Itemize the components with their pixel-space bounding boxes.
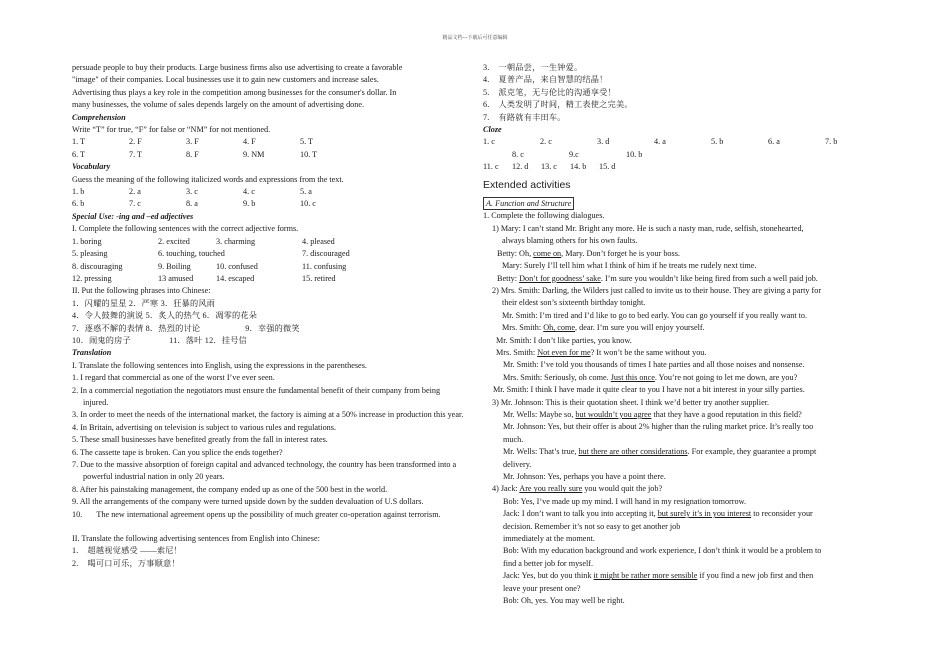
- dialogue-text: Mrs. Smith:: [496, 347, 538, 357]
- chinese-phrase-line: 1．闪耀的星星 2．严寒 3．狂暴的风雨: [72, 298, 216, 308]
- cloze-heading: Cloze: [483, 125, 502, 135]
- dialogue-line: their eldest son’s sixteenth birthday tonight.: [502, 298, 646, 308]
- answer-phrase: Are you really sure: [519, 484, 583, 494]
- dialogue-line: [483, 483, 883, 495]
- dialogue-line: [483, 273, 883, 285]
- dialogue-line: decision. Remember it’s not so easy to get another job: [503, 521, 681, 531]
- dialogue-line: [483, 409, 883, 421]
- dialogue-line: Bob: Yes, I’ve made up my mind. I will hand in my resignation tomorrow.: [503, 496, 747, 506]
- dialogue-line: Mary: Surely I’ll tell him what I think of him if he treats me rudely next time.: [502, 261, 757, 271]
- translation-item: 9. All the arrangements of the company were turned upside down by the sudden devaluation of U.S dollars.: [72, 497, 424, 507]
- dialogue-text: Betty:: [497, 273, 520, 283]
- dialogue-text: Mrs. Smith: Seriously, oh come.: [503, 372, 611, 382]
- answer: 4. a: [654, 137, 666, 147]
- answer: 5. T: [300, 137, 314, 147]
- answer: 4. c: [243, 187, 255, 197]
- translation-item: 5. These small businesses have benefited greatly from the fall in interest rates.: [72, 435, 328, 445]
- answer: 12. pressing: [72, 273, 112, 283]
- comprehension-heading: Comprehension: [72, 112, 126, 122]
- chinese-phrase-line: 4．令人鼓舞的演说 5．炙人的热气 6．凋零的花朵: [72, 311, 258, 321]
- answer: 2. c: [540, 137, 552, 147]
- dialogue-line: [483, 248, 883, 260]
- comprehension-instruction: Write “T” for true, “F” for false or “NM” for not mentioned.: [72, 125, 271, 135]
- dialogue-text: . For example, they guarantee a prompt: [687, 447, 817, 457]
- answer: 8. c: [512, 149, 524, 159]
- chinese-slogan: 7. 有路就有丰田车。: [483, 112, 566, 122]
- answer: 9. b: [243, 199, 256, 209]
- dialogue-text: 4) Jack:: [492, 484, 520, 494]
- answer: 1. c: [483, 137, 495, 147]
- answer: 3. c: [186, 187, 198, 197]
- page-header: 精品文档---下载后可任意编辑: [442, 36, 508, 41]
- dialogue-text: , Mary. Don’t forget he is your boss.: [561, 248, 680, 258]
- chinese-phrase-line: 10．闹鬼的房子 11．落叶 12．挂号信: [72, 335, 247, 345]
- translation-heading: Translation: [72, 348, 112, 358]
- dialogue-line: find a better job for myself.: [503, 558, 594, 568]
- translation-item: 8. After his painstaking management, the company ended up as one of the 500 best in the world.: [72, 484, 388, 494]
- answer: 4. pleased: [302, 236, 335, 246]
- dialogue-line: Mr. Johnson: Yes, perhaps you have a point there.: [503, 472, 666, 481]
- answer: 11. confusing: [302, 261, 347, 271]
- answer: 11. c: [483, 162, 499, 172]
- chinese-slogan: 6. 人类发明了时间，精工表使之完美。: [483, 100, 633, 110]
- translation-item: 1. I regard that commercial as one of the worst I’ve ever seen.: [72, 373, 275, 383]
- vocabulary-heading: Vocabulary: [72, 162, 111, 172]
- answer: 13 amused: [158, 273, 194, 283]
- dialogue-line: [483, 347, 883, 359]
- dialogue-text: Mrs. Smith:: [502, 323, 544, 333]
- cloze-answers-row: [483, 161, 883, 173]
- dialogue-line: always blaming others for his own faults.: [502, 236, 638, 246]
- chinese-slogan: 1. 超越视觉感受 ——索尼！: [72, 546, 183, 556]
- cloze-answers-row: [483, 136, 883, 148]
- intro-line: many businesses, the volume of sales depends largely on the amount of advertising done.: [72, 100, 365, 110]
- answer: 7. c: [129, 199, 141, 209]
- answer: 3. d: [597, 137, 610, 147]
- answer: 3. charming: [216, 236, 256, 246]
- translation-item: 4. In Britain, advertising on television is subject to various rules and regulations.: [72, 422, 336, 432]
- answer: 10. T: [300, 149, 318, 159]
- dialogue-text: Jack: Yes, but do you think: [503, 571, 594, 581]
- chinese-slogan: 3. 一朝品尝，一生钟爱。: [483, 63, 583, 72]
- answer: 6. a: [768, 137, 780, 147]
- dialogue-line: [483, 508, 883, 520]
- answer: 6. touching, touched: [158, 249, 225, 259]
- dialogue-line: 2) Mrs. Smith: Darling, the Wilders just called to invite us to their house. They are giving a party for: [492, 285, 822, 295]
- dialogue-line: [483, 322, 883, 334]
- adjective-answers-row: [72, 248, 464, 260]
- answer: 2. F: [129, 137, 142, 147]
- chinese-slogan: 4. 夏普产品，来自智慧的结晶！: [483, 75, 608, 85]
- answer-phrase: Oh, come: [543, 323, 576, 333]
- dialogue-text: Betty: Oh,: [497, 248, 534, 258]
- chinese-slogan: 2. 喝可口可乐，万事顺意！: [72, 558, 180, 568]
- dialogue-text: . You’re not going to let me down, are you?: [654, 372, 798, 382]
- comprehension-answers-row: [72, 136, 464, 148]
- phrases-instruction: II. Put the following phrases into Chinese:: [72, 286, 211, 296]
- answer: 4. F: [243, 137, 256, 147]
- dialogue-instruction: 1. Complete the following dialogues.: [483, 211, 605, 221]
- answer: 9. Boiling: [158, 261, 191, 271]
- translation-item: 10. The new international agreement opens up the possibility of much greater co-operation against terrorism.: [72, 509, 441, 519]
- function-structure-label: A. Function and Structure: [483, 197, 574, 210]
- dialogue-text: you would quit the job?: [582, 484, 663, 494]
- answer: 7. discouraged: [302, 249, 350, 259]
- answer: 15. retired: [302, 273, 336, 283]
- dialogue-line: 1) Mary: I can’t stand Mr. Bright any more. He is such a nasty man, rude, selfish, stonehearted,: [492, 223, 804, 233]
- answer-phrase: come on: [533, 248, 562, 258]
- answer-phrase: but there are other considerations: [578, 447, 688, 457]
- answer: 8. a: [186, 199, 198, 209]
- dialogue-text: to reconsider your: [751, 509, 813, 519]
- dialogue-text: Jack: I don’t want to talk you into accepting it,: [503, 509, 658, 519]
- translation-instruction-2: II. Translate the following advertising sentences from English into Chinese:: [72, 534, 320, 544]
- translation-item: 6. The cassette tape is broken. Can you splice the ends together?: [72, 447, 283, 457]
- translation-item: 3. In order to meet the needs of the international market, the factory is aiming at a 50% increase in production this year.: [72, 410, 464, 420]
- vocabulary-answers-row: [72, 186, 464, 198]
- spacer: [72, 521, 464, 533]
- dialogue-line: [483, 372, 883, 384]
- answer: 5. b: [711, 137, 724, 147]
- answer: 12. d: [512, 162, 529, 172]
- dialogue-text: , dear. I’m sure you will enjoy yourself.: [575, 323, 705, 333]
- dialogue-text: that they have a good reputation in this field?: [651, 409, 802, 419]
- dialogue-line: Bob: Oh, yes. You may well be right.: [503, 596, 625, 606]
- answer: 7. T: [129, 149, 143, 159]
- special-use-heading: Special Use: -ing and –ed adjectives: [72, 211, 194, 221]
- function-structure-heading: [483, 197, 883, 210]
- intro-line: Advertising thus plays a key role in the competition among businesses for the consumer's dollar. In: [72, 87, 397, 97]
- answer: 14. escaped: [216, 273, 255, 283]
- special-use-instruction: I. Complete the following sentences with the correct adjective forms.: [72, 224, 299, 234]
- translation-item: 7. Due to the massive absorption of foreign capital and advanced technology, the country has been transformed into a powerful industrial nation in only 20 years.: [72, 460, 457, 482]
- dialogue-line: Mr. Smith: I’ve told you thousands of times I hate parties and all those noises and nonsense.: [503, 360, 805, 370]
- dialogue-text: if you find a new job first and then: [697, 571, 814, 581]
- translation-instruction: I. Translate the following sentences into English, using the expressions in the parentheses.: [72, 360, 367, 370]
- answer: 1. T: [72, 137, 86, 147]
- dialogue-line: Mr. Smith: I’m tired and I’d like to go to bed early. You can go yourself if you really want to.: [502, 310, 808, 320]
- answer: 5. a: [300, 187, 312, 197]
- answer-phrase: Don’t for goodness’ sake: [519, 273, 601, 283]
- answer-phrase: it might be rather more sensible: [593, 571, 698, 581]
- answer-phrase: Just this once: [610, 372, 655, 382]
- answer: 6. T: [72, 149, 86, 159]
- answer: 15. d: [599, 162, 616, 172]
- answer: 7. b: [825, 137, 838, 147]
- dialogue-line: Mr. Johnson: Yes, but their offer is about 2% higher than the ruling market price. It’s really too: [503, 422, 814, 432]
- dialogue-line: delivery.: [503, 459, 532, 469]
- intro-line: persuade people to buy their products. Large business firms also use advertising to create a favorable: [72, 63, 403, 72]
- answer: 10. confused: [216, 261, 258, 271]
- dialogue-line: Mr. Smith: I don’t like parties, you know.: [496, 335, 632, 345]
- dialogue-text: Mr. Wells: Maybe so,: [503, 409, 576, 419]
- chinese-phrase-line: 7．逐惑不解的表情 8．热烈的讨论 9．幸强的微笑: [72, 323, 300, 333]
- answer: 10. c: [300, 199, 316, 209]
- answer: 8. discouraging: [72, 261, 123, 271]
- answer: 9. NM: [243, 149, 265, 159]
- left-column: [72, 62, 464, 570]
- chinese-slogan: 5. 派克笔，无与伦比的沟通享受！: [483, 87, 616, 97]
- answer-phrase: but wouldn’t you agree: [575, 409, 652, 419]
- answer: [216, 248, 302, 260]
- answer: 9.c: [569, 149, 579, 159]
- dialogue-line: [483, 446, 883, 458]
- comprehension-answers-row: [72, 149, 464, 161]
- answer: 3. F: [186, 137, 199, 147]
- answer: 5. pleasing: [72, 249, 108, 259]
- cloze-answers-row: [483, 149, 883, 161]
- answer: 10. b: [626, 149, 643, 159]
- adjective-answers-row: [72, 273, 464, 285]
- dialogue-line: leave your present one?: [503, 583, 581, 593]
- answer: 13. c: [541, 162, 557, 172]
- dialogue-line: Mr. Smith: I think I have made it quite clear to you I have not a bit interest in your silly parties.: [493, 385, 805, 395]
- answer: 8. F: [186, 149, 199, 159]
- dialogue-line: much.: [503, 434, 524, 444]
- dialogue-text: Mr. Wells: That’s true,: [503, 447, 579, 457]
- answer-phrase: Not even for me: [537, 347, 591, 357]
- answer-phrase: but surely it’s in you interest: [657, 509, 752, 519]
- answer: 14. b: [570, 162, 587, 172]
- dialogue-line: 3) Mr. Johnson: This is their quotation sheet. I think we’d better try another supplier.: [492, 397, 770, 407]
- intro-line: "image" of their companies. Local businesses use it to gain new customers and increase sales.: [72, 75, 379, 85]
- dialogue-line: Bob: With my education background and work experience, I don’t think it would be a problem to: [503, 546, 822, 556]
- answer: 2. excited: [158, 236, 190, 246]
- dialogue-line: [483, 570, 883, 582]
- adjective-answers-row: [72, 261, 464, 273]
- translation-item: 2. In a commercial negotiation the negotiators must ensure the fundamental benefit of their company from being injured.: [72, 385, 441, 407]
- answer: 1. boring: [72, 236, 102, 246]
- right-column: [483, 62, 883, 607]
- answer: 6. b: [72, 199, 85, 209]
- extended-activities-heading: Extended activities: [483, 178, 571, 191]
- dialogue-text: ? It won’t be the same without you.: [590, 347, 707, 357]
- answer: 1. b: [72, 187, 85, 197]
- dialogue-text: . I’m sure you wouldn’t like being fired from such a well paid job.: [600, 273, 818, 283]
- vocabulary-instruction: Guess the meaning of the following italicized words and expressions from the text.: [72, 174, 344, 184]
- vocabulary-answers-row: [72, 198, 464, 210]
- dialogue-line: immediately at the moment.: [503, 534, 595, 544]
- answer: 2. a: [129, 187, 141, 197]
- adjective-answers-row: [72, 236, 464, 248]
